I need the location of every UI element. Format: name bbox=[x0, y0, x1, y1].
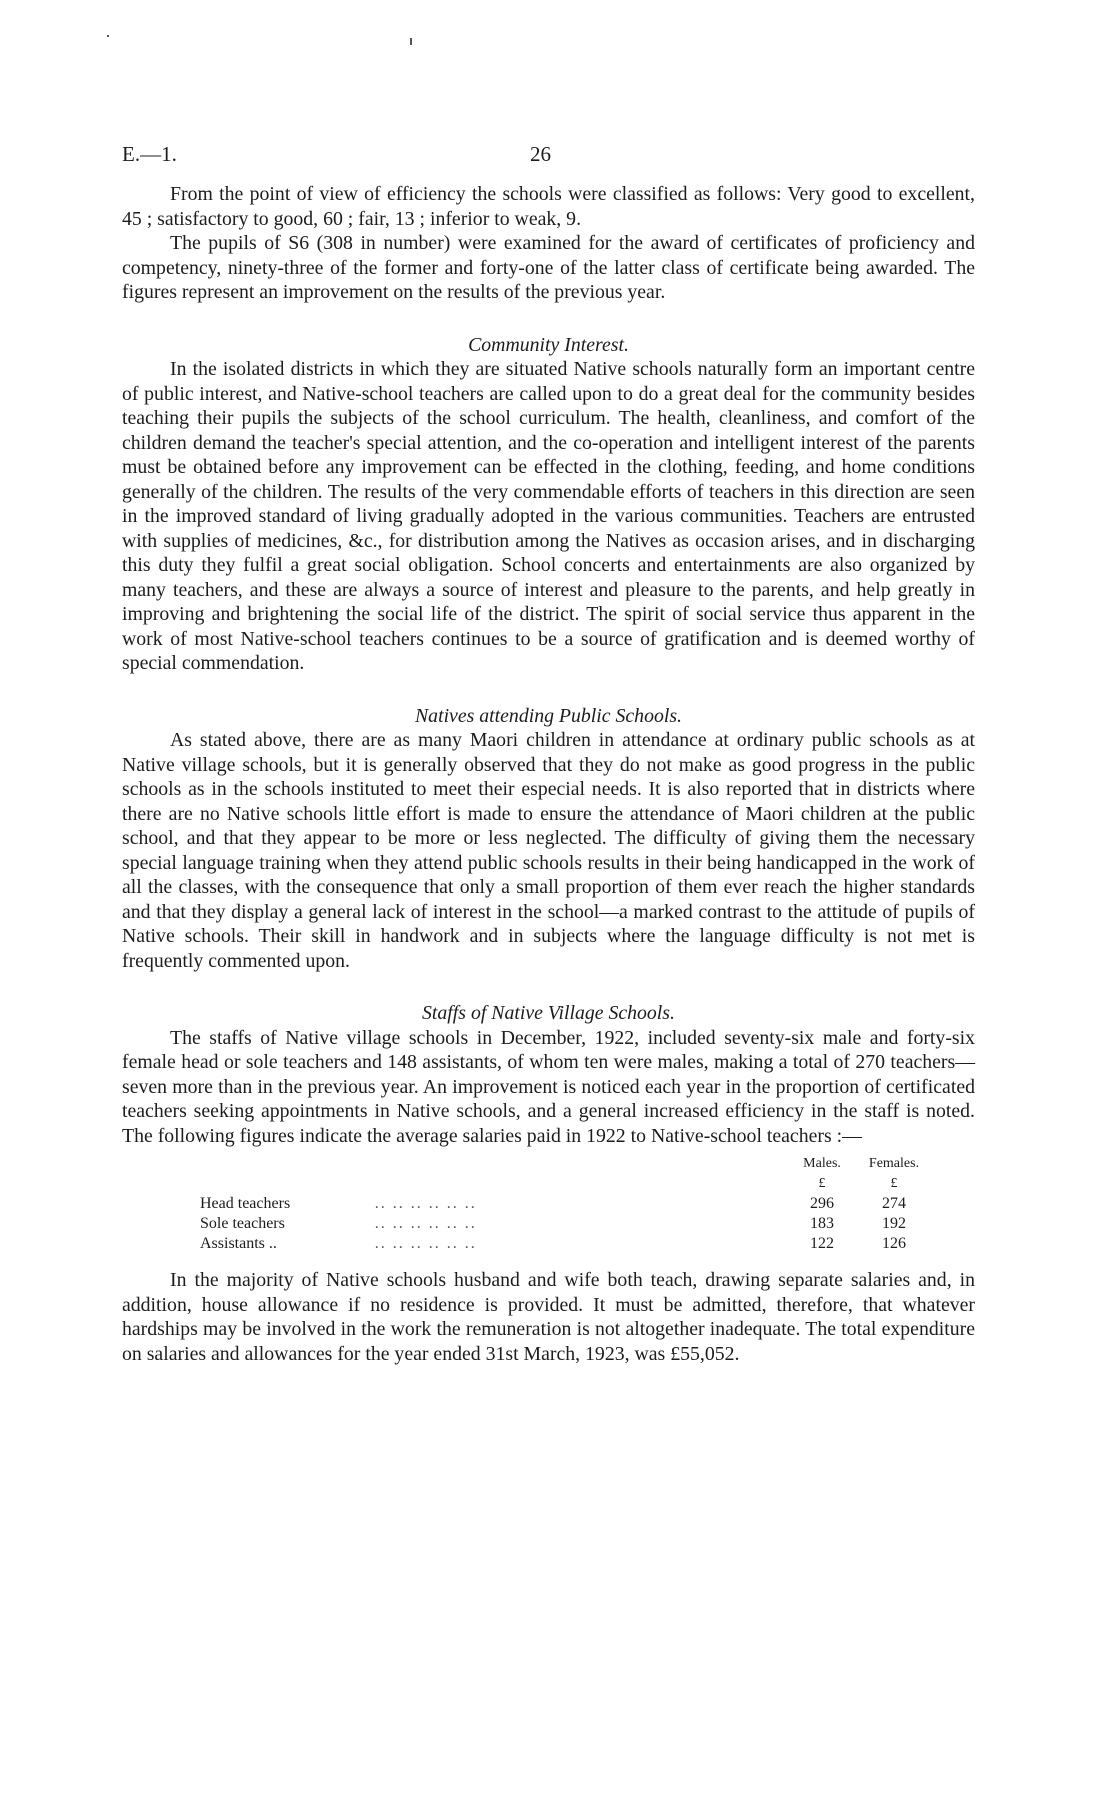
scan-speck bbox=[107, 35, 109, 37]
scan-speck bbox=[410, 38, 412, 45]
heading-natives-public-schools: Natives attending Public Schools. bbox=[414, 704, 682, 727]
document-reference: E.—1. bbox=[122, 142, 177, 166]
col-males: Males. bbox=[803, 1156, 841, 1171]
heading-community-interest: Community Interest. bbox=[468, 333, 629, 356]
row-females: 274 bbox=[882, 1195, 906, 1212]
row-label: Sole teachers bbox=[200, 1215, 285, 1232]
table-row bbox=[200, 1214, 930, 1234]
paragraph-salaries-closing: In the majority of Native schools husband and wife both teach, drawing separate salaries and, in addition, house allowance if no residence is provided. It must be admitted, therefore, that whatever hardships may be involved in the work the remuneration is not altogether inadequate. The total expenditure on salaries and allowances for the year ended 31st March, 1923, was £55,052. bbox=[122, 1269, 975, 1365]
salary-table-header bbox=[200, 1154, 930, 1174]
paragraph-natives-public-schools: As stated above, there are as many Maori children in attendance at ordinary public schools as at Native village schools, but it is generally observed that they do not make as good progress in the public schools as in the schools instituted to meet their especial needs. It is also reported that in districts where there are no Native schools little effort is made to ensure the attendance of Maori children at the public school, and that they appear to be more or less neglected. The difficulty of giving them the necessary special language training when they attend public schools results in their being handicapped in the work of all the classes, with the consequence that only a small proportion of them ever reach the higher standards and that they display a general lack of interest in the school—a marked contrast to the attitude of pupils of Native schools. Their skill in handwork and in subjects where the language difficulty is not met is frequently commented upon. bbox=[122, 729, 975, 972]
page-number: 26 bbox=[530, 142, 551, 166]
unit-females: £ bbox=[890, 1176, 898, 1191]
row-females: 192 bbox=[882, 1215, 906, 1232]
row-leaders: .. .. .. .. .. .. bbox=[374, 1195, 477, 1212]
heading-staffs: Staffs of Native Village Schools. bbox=[422, 1002, 675, 1024]
salary-table-units bbox=[200, 1174, 930, 1194]
col-females: Females. bbox=[868, 1156, 920, 1171]
row-males: 296 bbox=[810, 1195, 835, 1212]
table-row bbox=[200, 1234, 930, 1254]
row-females: 126 bbox=[882, 1235, 906, 1252]
row-males: 183 bbox=[810, 1215, 835, 1232]
paragraph-certificates: The pupils of S6 (308 in number) were examined for the award of certificates of proficiency and competency, ninety-three of the former and forty-one of the latter class of certificate being awarded. The figures represent an improvement on the results of the previous year. bbox=[122, 232, 975, 303]
paragraph-efficiency: From the point of view of efficiency the schools were classified as follows: Very good to excellent, 45 ; satisfactory to good, 60 ; fair, 13 ; inferior to weak, 9. bbox=[122, 183, 975, 230]
row-males: 122 bbox=[810, 1235, 835, 1252]
salary-table bbox=[122, 1154, 975, 1254]
row-label: Head teachers bbox=[200, 1195, 291, 1212]
row-label: Assistants .. bbox=[200, 1235, 277, 1252]
row-leaders: .. .. .. .. .. .. bbox=[374, 1235, 477, 1252]
paragraph-community-interest: In the isolated districts in which they are situated Native schools naturally form an important centre of public interest, and Native-school teachers are called upon to do a great deal for the community besides teaching their pupils the subjects of the school curriculum. The health, cleanliness, and comfort of the children demand the teacher's special attention, and the co-operation and intelligent interest of the parents must be obtained before any improvement can be effected in the clothing, feeding, and home conditions generally of the children. The results of the very commendable efforts of teachers in this direction are seen in the improved standard of living gradually adopted in the various communities. Teachers are entrusted with supplies of medicines, &c., for distribution among the Natives as occasion arises, and in discharging this duty they fulfil a great social obligation. School concerts and entertainments are also organized by many teachers, and these are always a source of interest and pleasure to the parents, and help greatly in improving and brightening the social life of the district. The spirit of social service thus apparent in the work of most Native-school teachers continues to be a source of gratification and is deemed worthy of special commendation. bbox=[122, 358, 975, 674]
paragraph-staffs: The staffs of Native village schools in December, 1922, included seventy-six male and forty-six female head or sole teachers and 148 assistants, of whom ten were males, making a total of 270 teachers—seven more than in the previous year. An improvement is noticed each year in the proportion of certificated teachers seeking appointments in Native schools, and a general increased efficiency in the staff is noted. The following figures indicate the average salaries paid in 1922 to Native-school teachers :— bbox=[122, 1026, 975, 1147]
page-body bbox=[122, 182, 975, 1366]
row-leaders: .. .. .. .. .. .. bbox=[374, 1215, 477, 1232]
page-header bbox=[122, 142, 992, 172]
table-row bbox=[200, 1194, 930, 1214]
unit-males: £ bbox=[818, 1176, 826, 1191]
